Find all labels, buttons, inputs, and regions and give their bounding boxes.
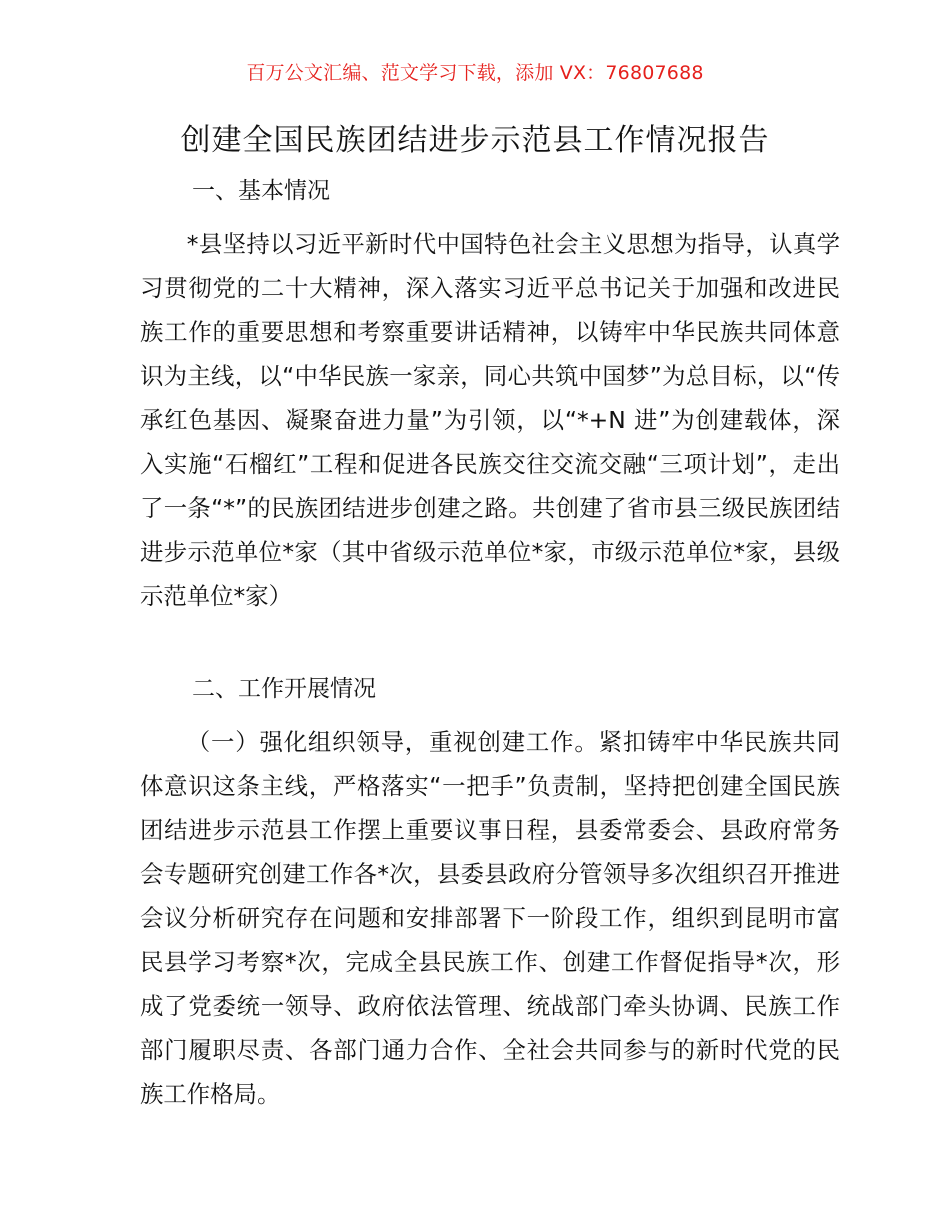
section-paragraph-basic-situation: *县坚持以习近平新时代中国特色社会主义思想为指导，认真学习贯彻党的二十大精神，深入落实习近平总书记关于加强和改进民族工作的重要思想和考察重要讲话精神，以铸牢中华民族共同体意识为主线，以“中华民族一家亲，同心共筑中国梦”为总目标，以“传承红色基因、凝聚奋进力量”为引领，以“*+N 进”为创建载体，深入实施“石榴红”工程和促进各民族交往交流交融“三项计划”，走出了一条“*”的民族团结进步创建之路。共创建了省市县三级民族团结进步示范单位*家（其中省级示范单位*家，市级示范单位*家，县级示范单位*家） <box>140 230 840 610</box>
section-heading-basic-situation: 一、基本情况 <box>192 178 330 204</box>
document-title: 创建全国民族团结进步示范县工作情况报告 <box>180 123 770 158</box>
header-watermark-note: 百万公文汇编、范文学习下载，添加 VX：76807688 <box>246 62 704 84</box>
section-paragraph-work-progress: （一）强化组织领导，重视创建工作。紧扣铸牢中华民族共同体意识这条主线，严格落实“一把手”负责制，坚持把创建全国民族团结进步示范县工作摆上重要议事日程，县委常委会、县政府常务会专题研究创建工作各*次，县委县政府分管领导多次组织召开推进会议分析研究存在问题和安排部署下一阶段工作，组织到昆明市富民县学习考察*次，完成全县民族工作、创建工作督促指导*次，形成了党委统一领导、政府依法管理、统战部门牵头协调、民族工作部门履职尽责、各部门通力合作、全社会共同参与的新时代党的民族工作格局。 <box>140 728 840 1108</box>
section-heading-work-progress: 二、工作开展情况 <box>192 676 376 702</box>
